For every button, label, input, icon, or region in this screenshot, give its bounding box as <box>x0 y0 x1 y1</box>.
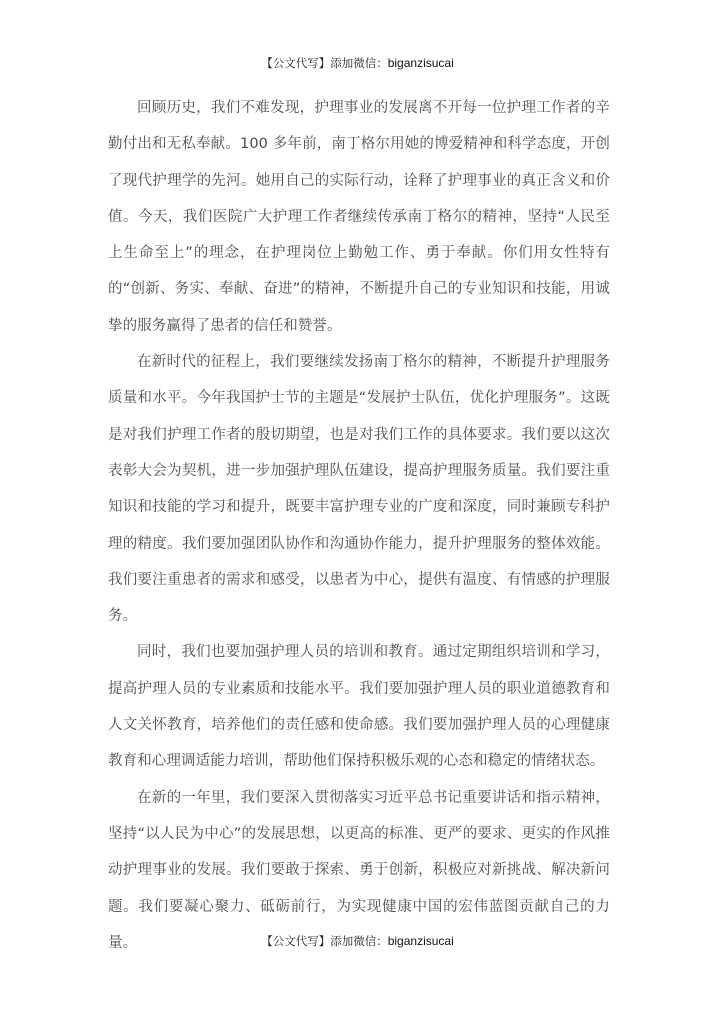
footer-contact-id: biganzisucai <box>387 934 454 948</box>
paragraph-3: 同时，我们也要加强护理人员的培训和教育。通过定期组织培训和学习，提高护理人员的专业素质和技能水平。我们要加强护理人员的职业道德教育和人文关怀教育，培养他们的责任感和使命感。我们要加强护理人员的心理健康教育和心理调适能力培训，帮助他们保持积极乐观的心态和稳定的情绪状态。 <box>108 644 610 770</box>
paragraph-4: 在新的一年里，我们要深入贯彻落实习近平总书记重要讲话和指示精神，坚持“以人民为中心”的发展思想，以更高的标准、更严的要求、更实的作风推动护理事业的发展。我们要敢于探索、勇于创新，积极应对新挑战、解决新问题。我们要凝心聚力、砥砺前行，为实现健康中国的宏伟蓝图贡献自己的力量。 <box>108 789 610 951</box>
page-header <box>0 55 715 71</box>
document-body <box>108 90 610 961</box>
paragraph-1: 回顾历史，我们不难发现，护理事业的发展离不开每一位护理工作者的辛勤付出和无私奉献。100 多年前，南丁格尔用她的博爱精神和科学态度，开创了现代护理学的先河。她用自己的实际行动，诠释了护理事业的真正含义和价值。今天，我们医院广大护理工作者继续传承南丁格尔的精神，坚持“人民至上生命至上”的理念，在护理岗位上勤勉工作、勇于奉献。你们用女性特有的“创新、务实、奉献、奋进”的精神，不断提升自己的专业知识和技能，用诚挚的服务赢得了患者的信任和赞誉。 <box>108 100 610 334</box>
footer-brand-text: 【公文代写】添加微信： <box>261 934 388 948</box>
paragraph-2: 在新时代的征程上，我们要继续发扬南丁格尔的精神，不断提升护理服务质量和水平。今年我国护士节的主题是“发展护士队伍，优化护理服务”。这既是对我们护理工作者的殷切期望，也是对我们工作的具体要求。我们要以这次表彰大会为契机，进一步加强护理队伍建设，提高护理服务质量。我们要注重知识和技能的学习和提升，既要丰富护理专业的广度和深度，同时兼顾专科护理的精度。我们要加强团队协作和沟通协作能力，提升护理服务的整体效能。我们要注重患者的需求和感受，以患者为中心，提供有温度、有情感的护理服务。 <box>108 354 610 625</box>
header-contact-id: biganzisucai <box>387 56 454 70</box>
page-footer <box>0 933 715 949</box>
header-brand-text: 【公文代写】添加微信： <box>261 56 388 70</box>
